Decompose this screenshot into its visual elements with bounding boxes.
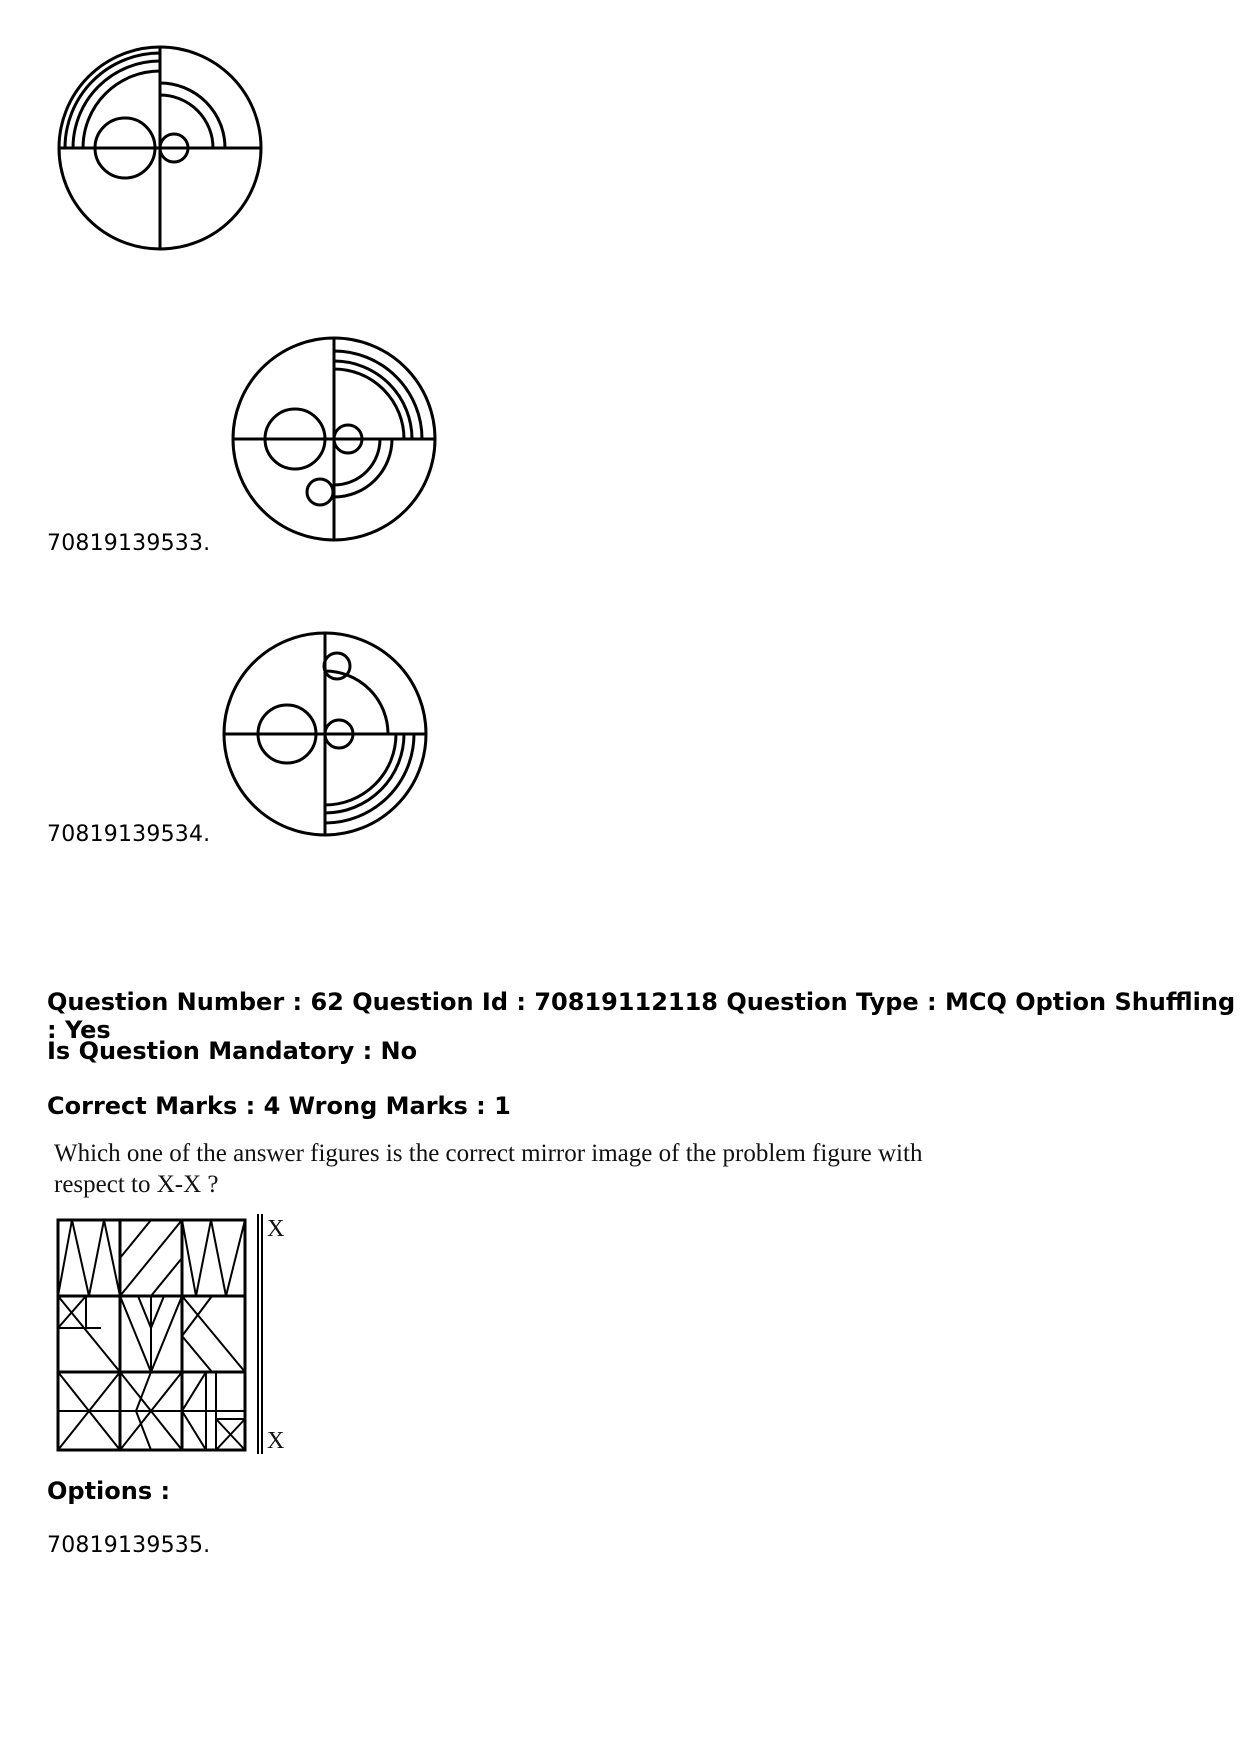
option-id-70819139533: 70819139533. [47, 531, 211, 556]
option-figure-circle-2 [230, 335, 440, 545]
mirror-axis-label-bottom: X [267, 1428, 285, 1454]
options-heading: Options : [47, 1477, 171, 1505]
question-header: Question Number : 62 Question Id : 70819112118 Question Type : MCQ Option Shuffling : Yes [47, 988, 1236, 1044]
option-figure-circle-1 [55, 45, 265, 255]
option-id-70819139535: 70819139535. [47, 1533, 211, 1558]
question-marks: Correct Marks : 4 Wrong Marks : 1 [47, 1092, 511, 1120]
question-mandatory: Is Question Mandatory : No [47, 1037, 418, 1065]
mirror-axis-label-top: X [267, 1216, 285, 1242]
option-figure-circle-3 [222, 631, 432, 841]
option-id-70819139534: 70819139534. [47, 822, 211, 847]
question-prompt-line-2: respect to X-X ? [54, 1171, 219, 1198]
question-prompt-line-1: Which one of the answer figures is the correct mirror image of the problem figure with [54, 1140, 923, 1167]
problem-figure-grid [56, 1218, 246, 1454]
